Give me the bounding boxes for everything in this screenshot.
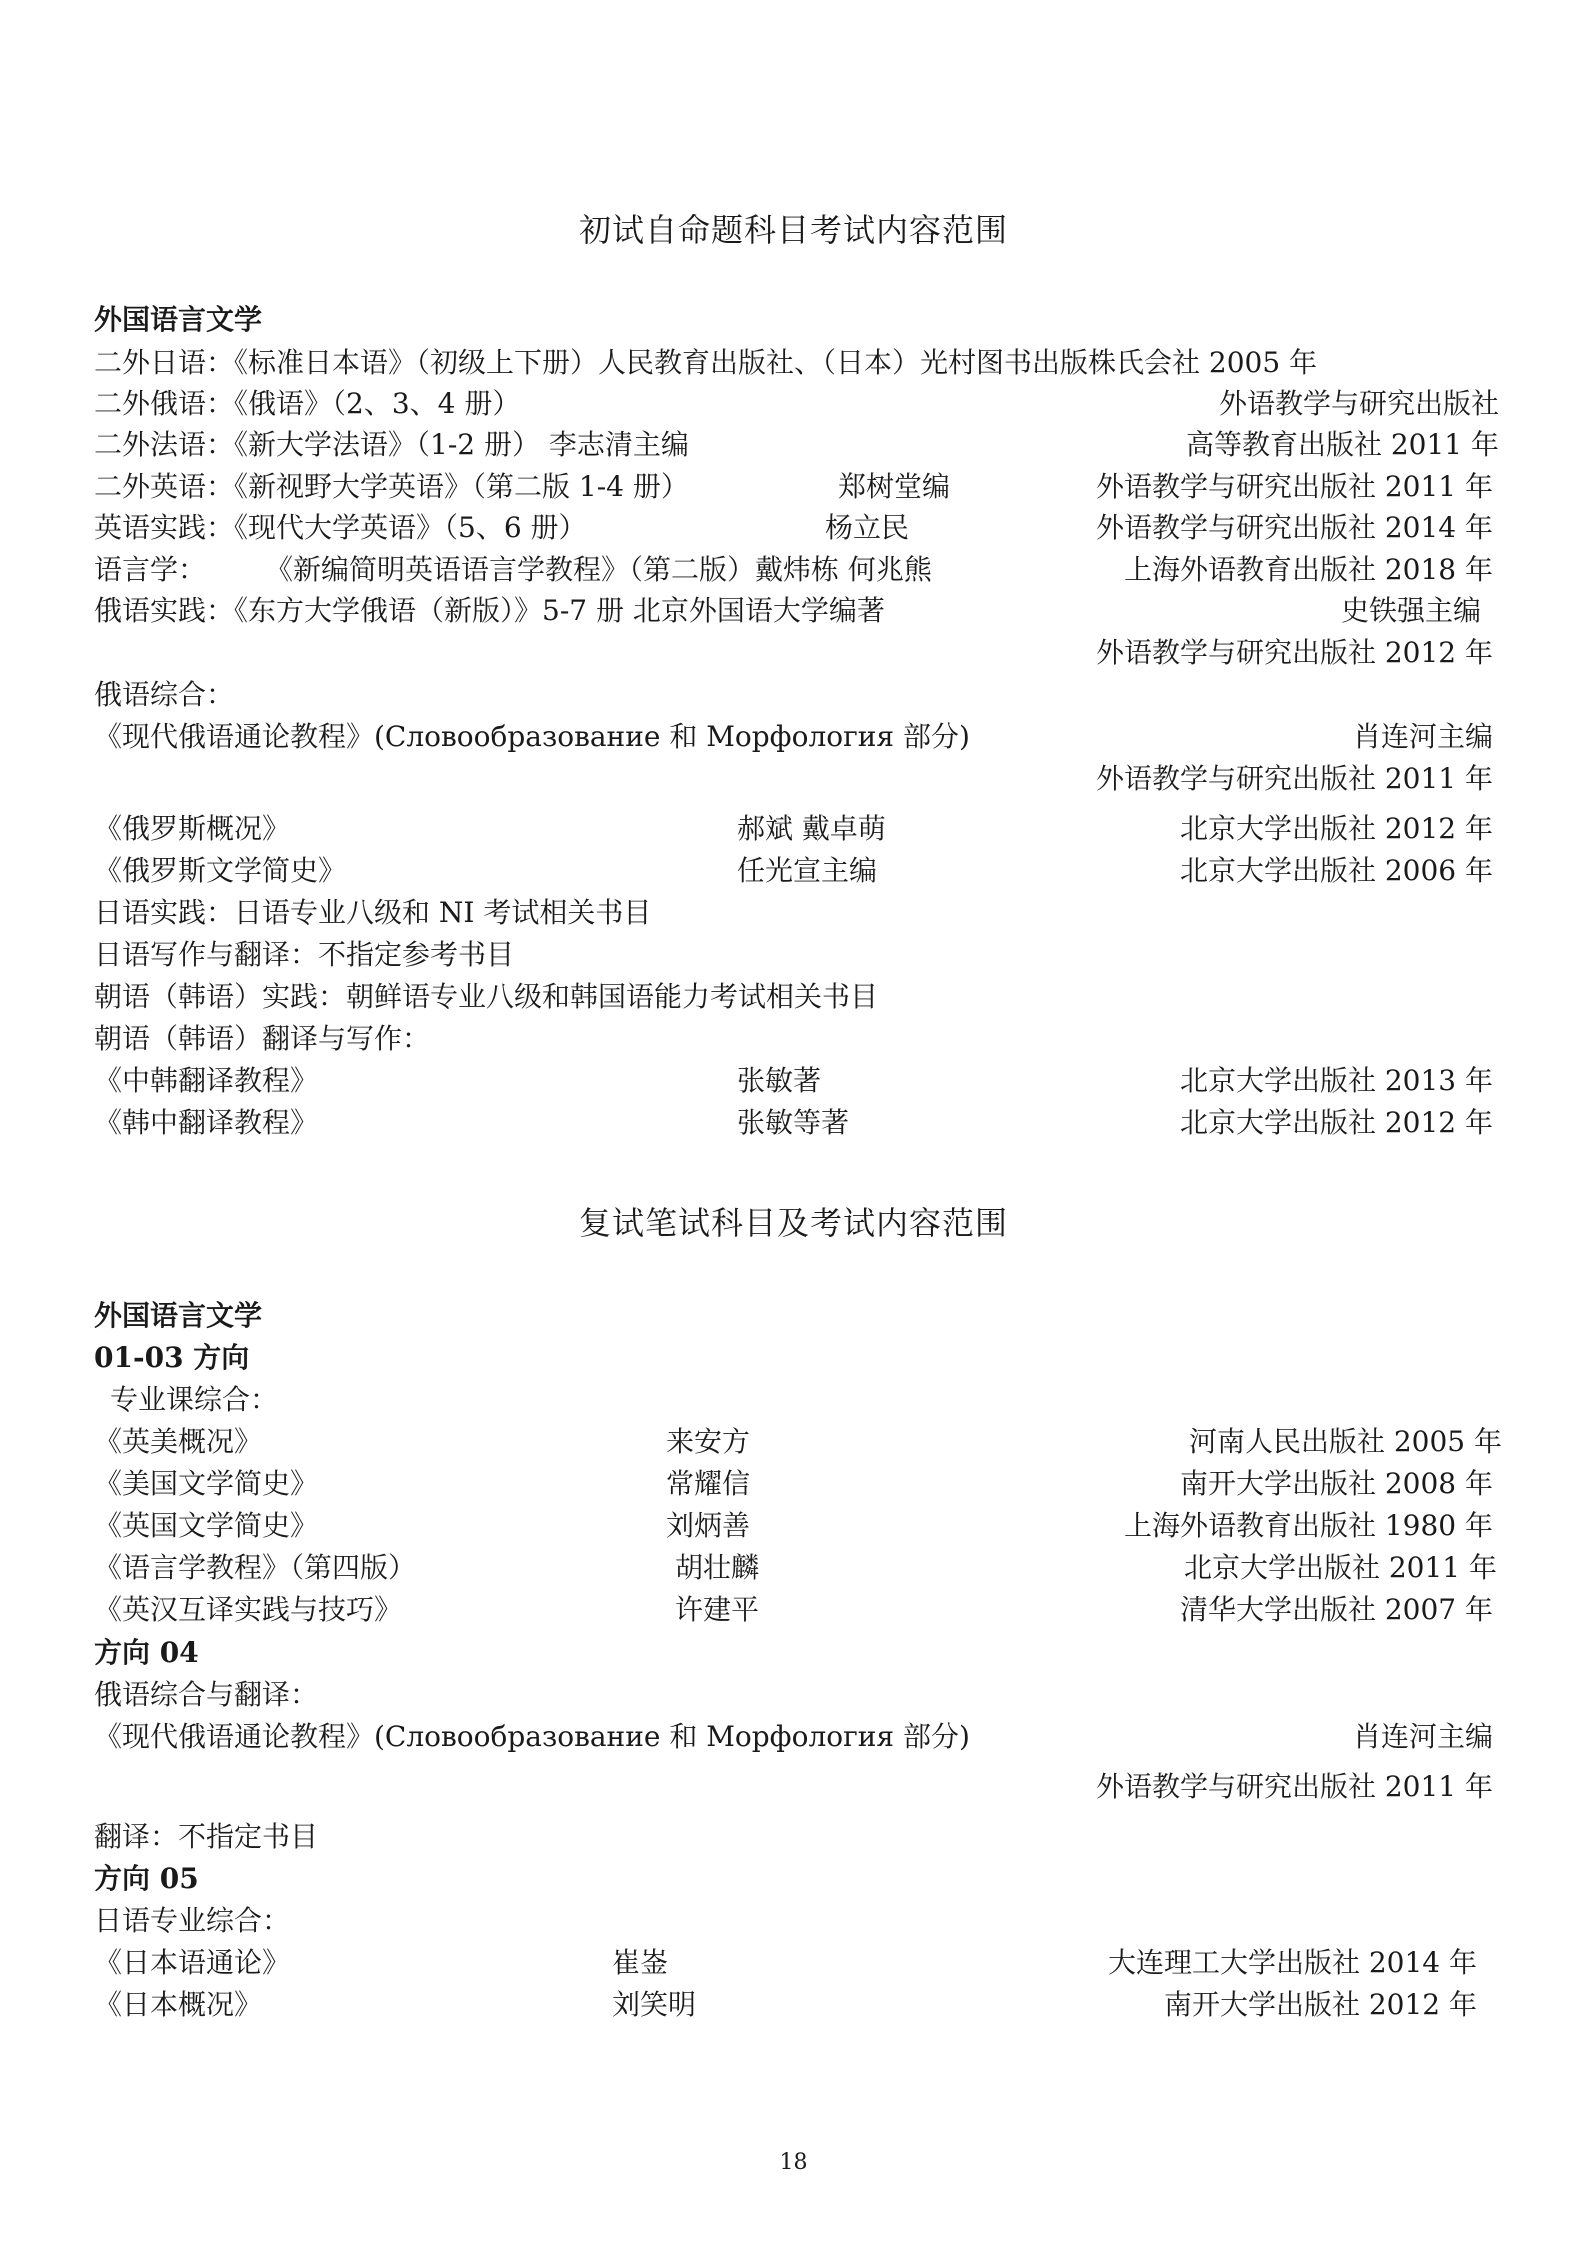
entry-publisher: 北京大学出版社 2006 年	[1179, 854, 1493, 887]
entry-author: 张敏等著	[737, 1106, 850, 1139]
direction-05-row	[0, 1859, 1587, 1899]
page-number: 18	[779, 2150, 808, 2175]
entry-author: 常耀信	[666, 1467, 751, 1500]
entry-text: 朝语（韩语）实践：朝鲜语专业八级和韩国语能力考试相关书目	[94, 980, 879, 1013]
entry-korean-practice	[0, 977, 1587, 1017]
entry-text: 二外英语：《新视野大学英语》（第二版 1-4 册）	[94, 470, 689, 503]
entry-text: 《英美概况》	[94, 1425, 263, 1458]
entry-russian	[0, 384, 1587, 424]
entry-label: 专业课综合：	[110, 1383, 279, 1416]
major-comp-row	[0, 1380, 1587, 1420]
entry-french	[0, 425, 1587, 465]
entry-publisher: 南开大学出版社 2012 年	[1163, 1988, 1477, 2021]
entry-english	[0, 467, 1587, 507]
direction-01-03-row	[0, 1338, 1587, 1378]
entry-publisher: 外语教学与研究出版社 2014 年	[1095, 511, 1493, 544]
entry-author: 任光宣主编	[737, 854, 878, 887]
entry-book-8	[0, 1985, 1587, 2025]
entry-publisher: 外语教学与研究出版社 2011 年	[1095, 762, 1493, 795]
entry-text: 《语言学教程》（第四版）	[94, 1551, 417, 1584]
entry-publisher: 上海外语教育出版社 1980 年	[1123, 1509, 1493, 1542]
section2-title: 复试笔试科目及考试内容范围	[578, 1204, 1008, 1242]
entry-book-6	[0, 1717, 1587, 1757]
entry-author: 史铁强主编	[1340, 594, 1481, 627]
entry-text: 《韩中翻译教程》	[94, 1106, 319, 1139]
entry-korean-translation	[0, 1019, 1587, 1059]
entry-publisher: 南开大学出版社 2008 年	[1179, 1467, 1493, 1500]
entry-text: 二外俄语：《俄语》（2、3、4 册）	[94, 387, 521, 420]
entry-text: 《英汉互译实践与技巧》	[94, 1593, 403, 1626]
entry-publisher: 高等教育出版社 2011 年	[1185, 428, 1499, 461]
entry-korean-book1	[0, 1061, 1587, 1101]
entry-book-3	[0, 1506, 1587, 1546]
direction-04: 方向 04	[94, 1636, 199, 1669]
entry-text: 《中韩翻译教程》	[94, 1064, 319, 1097]
entry-text: 日语写作与翻译：不指定参考书目	[94, 938, 515, 971]
entry-publisher: 上海外语教育出版社 2018 年	[1123, 553, 1493, 586]
entry-publisher: 外语教学与研究出版社 2012 年	[1095, 636, 1493, 669]
translation-row	[0, 1817, 1587, 1857]
entry-text: 俄语实践：《东方大学俄语（新版）》5-7 册 北京外国语大学编著	[94, 594, 885, 627]
entry-label: 日语专业综合：	[94, 1904, 291, 1937]
entry-author: 张敏著	[737, 1064, 822, 1097]
entry-publisher: 北京大学出版社 2011 年	[1183, 1551, 1497, 1584]
entry-label: 语言学：	[94, 553, 207, 586]
entry-text: 《英国文学简史》	[94, 1509, 319, 1542]
entry-russian-comp-label	[0, 675, 1587, 715]
jp-comp-row	[0, 1901, 1587, 1941]
entry-publisher: 北京大学出版社 2012 年	[1179, 1106, 1493, 1139]
entry-publisher: 北京大学出版社 2012 年	[1179, 812, 1493, 845]
entry-text: 《美国文学简史》	[94, 1467, 319, 1500]
entry-label: 俄语综合与翻译：	[94, 1678, 319, 1711]
entry-text: 二外法语：《新大学法语》（1-2 册） 李志清主编	[94, 428, 689, 461]
section1-heading-row	[0, 300, 1587, 340]
entry-publisher: 外语教学与研究出版社 2011 年	[1095, 1770, 1493, 1803]
entry-text: 日语实践：日语专业八级和 NI 考试相关书目	[94, 896, 652, 929]
entry-publisher: 清华大学出版社 2007 年	[1179, 1593, 1493, 1626]
entry-russia-overview	[0, 809, 1587, 849]
entry-russian-lit	[0, 851, 1587, 891]
entry-book-5	[0, 1590, 1587, 1630]
section2-heading: 外国语言文学	[94, 1299, 263, 1332]
entry-author: 崔崟	[612, 1946, 669, 1979]
entry-japanese-writing	[0, 935, 1587, 975]
entry-publisher: 大连理工大学出版社 2014 年	[1107, 1946, 1477, 1979]
ru-comp-trans-row	[0, 1675, 1587, 1715]
entry-english-practice	[0, 508, 1587, 548]
entry-author: 许建平	[675, 1593, 760, 1626]
entry-author: 刘炳善	[666, 1509, 751, 1542]
entry-linguistics	[0, 550, 1587, 590]
section1-title: 初试自命题科目考试内容范围	[578, 211, 1008, 249]
entry-text: 《现代俄语通论教程》(Словообразование 和 Морфология 部分)	[94, 1720, 970, 1753]
entry-russian-comp	[0, 717, 1587, 757]
direction-04-row	[0, 1633, 1587, 1673]
entry-text: 二外日语：《标准日本语》（初级上下册）人民教育出版社、（日本）光村图书出版株氏会社 2005 年	[94, 346, 1318, 379]
entry-author: 杨立民	[825, 511, 910, 544]
entry-text: 朝语（韩语）翻译与写作：	[94, 1022, 431, 1055]
entry-book-1	[0, 1422, 1587, 1462]
entry-book-4	[0, 1548, 1587, 1588]
section2-heading-row	[0, 1296, 1587, 1336]
entry-text: 《日本语通论》	[94, 1946, 291, 1979]
entry-author: 郑树堂编	[838, 470, 951, 503]
entry-russian-practice	[0, 591, 1587, 631]
entry-russian-practice-pub	[0, 633, 1587, 673]
entry-text: 翻译：不指定书目	[94, 1820, 319, 1853]
entry-text: 英语实践：《现代大学英语》（5、6 册）	[94, 511, 587, 544]
entry-text: 《俄罗斯概况》	[94, 812, 291, 845]
entry-book-7	[0, 1943, 1587, 1983]
entry-text: 《现代俄语通论教程》(Словообразование 和 Морфология 部分)	[94, 720, 970, 753]
entry-author: 刘笑明	[612, 1988, 697, 2021]
entry-author: 郝斌 戴卓萌	[737, 812, 886, 845]
entry-publisher: 河南人民出版社 2005 年	[1188, 1425, 1502, 1458]
entry-russian-comp-pub	[0, 759, 1587, 799]
entry-label: 俄语综合：	[94, 678, 235, 711]
entry-text: 《日本概况》	[94, 1988, 263, 2021]
entry-japanese-practice	[0, 893, 1587, 933]
direction-05: 方向 05	[94, 1862, 199, 1895]
entry-author: 来安方	[666, 1425, 751, 1458]
entry-book-2	[0, 1464, 1587, 1504]
entry-publisher: 外语教学与研究出版社	[1218, 387, 1499, 420]
direction-01-03: 01-03 方向	[94, 1341, 250, 1374]
entry-book-6-pub	[0, 1767, 1587, 1807]
entry-author: 胡壮麟	[675, 1551, 760, 1584]
section1-heading: 外国语言文学	[94, 303, 263, 336]
entry-korean-book2	[0, 1103, 1587, 1143]
entry-text: 《俄罗斯文学简史》	[94, 854, 347, 887]
entry-publisher: 北京大学出版社 2013 年	[1179, 1064, 1493, 1097]
entry-text: 《新编简明英语语言学教程》（第二版）戴炜栋 何兆熊	[265, 553, 932, 586]
entry-japanese	[0, 343, 1587, 383]
entry-publisher: 外语教学与研究出版社 2011 年	[1095, 470, 1493, 503]
entry-author: 肖连河主编	[1352, 720, 1493, 753]
entry-author: 肖连河主编	[1352, 1720, 1493, 1753]
